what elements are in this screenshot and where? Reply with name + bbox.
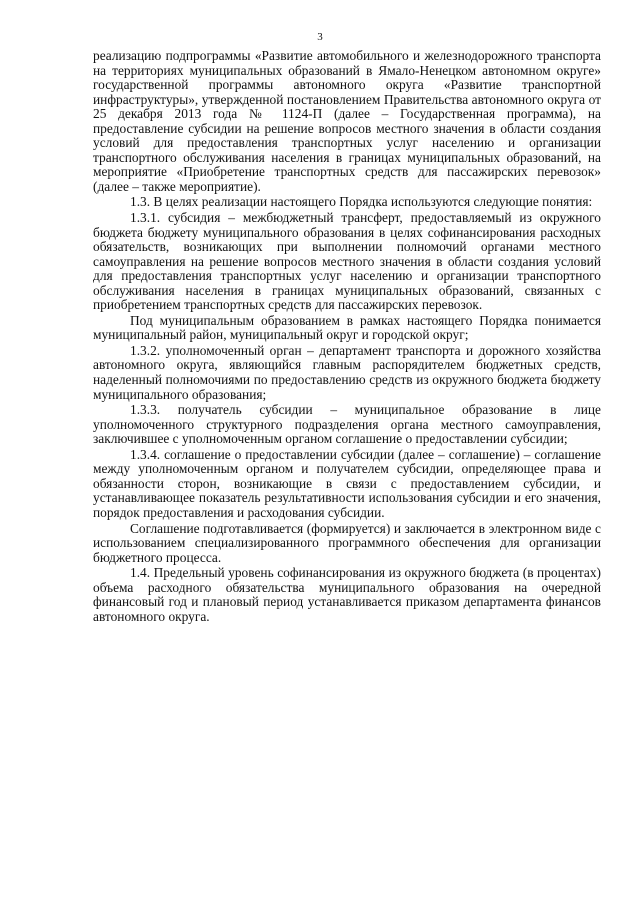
paragraph-intro-continuation: реализацию подпрограммы «Развитие автомобильного и железнодорожного транспорта на территориях муниципальных образований в Ямало-Ненецком автономном округе» государственной программы автономного округа «Развитие транспортной инфраструктуры», утвержденной постановлением Правительства автономного округа от 25 декабря 2013 года № 1124-П (далее – Государственная программа), на предоставление субсидии на решение вопросов местного значения в области создания условий для предоставления транспортных услуг населению и организации транспортного обслуживания населения в границах муниципальных образований, на мероприятие «Приобретение транспортных средств для пассажирских перевозок» (далее – также мероприятие). [93,48,601,194]
paragraph-1-3-2: 1.3.2. уполномоченный орган – департамент транспорта и дорожного хозяйства автономного округа, являющийся главным распорядителем бюджетных средств, наделенный полномочиями по предоставлению средств из окружного бюджета бюджету муниципального образования; [93,342,601,402]
paragraph-1-4: 1.4. Предельный уровень софинансирования из окружного бюджета (в процентах) объема расходного обязательства муниципального образования на очередной финансовый год и плановый период устанавливается приказом департамента финансов автономного округа. [93,565,601,624]
paragraph-agreement-electronic: Соглашение подготавливается (формируется) и заключается в электронном виде с использованием специализированного программного обеспечения для организации бюджетного процесса. [93,520,601,565]
paragraph-1-3: 1.3. В целях реализации настоящего Порядка используются следующие понятия: [130,194,593,210]
page-number: 3 [317,31,323,43]
paragraph-municipal-definition: Под муниципальным образованием в рамках настоящего Порядка понимается муниципальный район, муниципальный округ и городской округ; [93,312,601,343]
document-body [93,49,601,624]
paragraph-1-3-1: 1.3.1. субсидия – межбюджетный трансферт, предоставляемый из окружного бюджета бюджету муниципального образования в целях софинансирования расходных обязательств, возникающих при выполнении полномочий органами местного самоуправления на решение вопросов местного значения в области создания условий для предоставления транспортных услуг населению и организации транспортного обслуживания населения в границах муниципальных образований, связанных с приобретением транспортных средств для пассажирских перевозок. [93,210,601,313]
paragraph-1-3-3: 1.3.3. получатель субсидии – муниципальное образование в лице уполномоченного структурного подразделения органа местного самоуправления, заключившее с уполномоченным органом соглашение о предоставлении субсидии; [93,402,601,447]
paragraph-1-3-4: 1.3.4. соглашение о предоставлении субсидии (далее – соглашение) – соглашение между уполномоченным органом и получателем субсидии, определяющее права и обязанности сторон, возникающие в связи с предоставлением субсидии, и устанавливающее показатель результативности использования субсидии и его значения, порядок предоставления и расходования субсидии. [93,446,601,520]
